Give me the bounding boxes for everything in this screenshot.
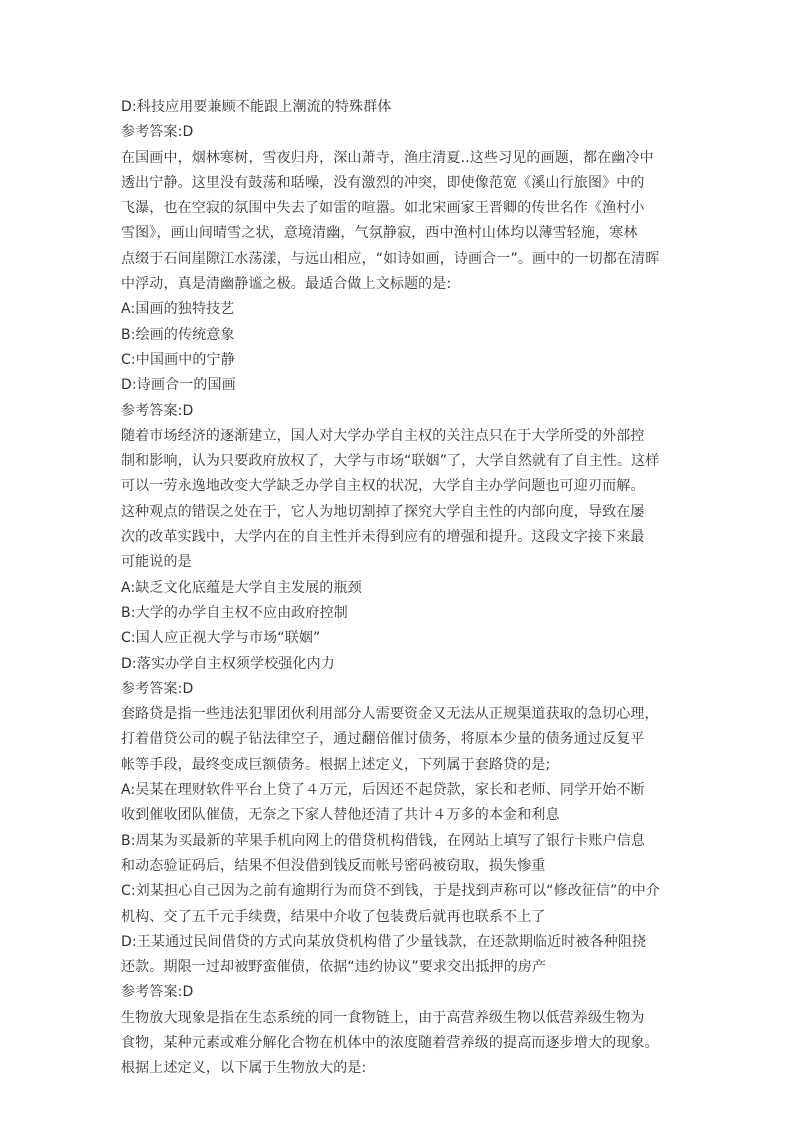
text-line: B:大学的办学自主权不应由政府控制 — [121, 604, 348, 621]
text-line: 制和影响，认为只要政府放权了，大学与市场“联姻”了，大学自然就有了自主性。这样 — [121, 453, 660, 470]
text-line: 套路贷是指一些违法犯罪团伙利用部分人需要资金又无法从正规渠道获取的急切心理， — [121, 706, 659, 723]
text-line: B:绘画的传统意象 — [121, 326, 235, 343]
text-line: D:落实办学自主权须学校强化内力 — [121, 655, 335, 672]
text-line: D:王某通过民间借贷的方式向某放贷机构借了少量钱款，在还款期临近时被各种阻挠 — [121, 933, 647, 950]
text-line: 在国画中，烟林寒树，雪夜归舟，深山萧寺，渔庄清夏..这些习见的画题，都在幽冷中 — [121, 149, 654, 166]
text-line: 参考答案:D — [121, 984, 194, 1001]
text-line: 随着市场经济的逐渐建立，国人对大学办学自主权的关注点只在于大学所受的外部控 — [121, 427, 645, 444]
text-line: 根据上述定义，以下属于生物放大的是: — [121, 1060, 367, 1077]
text-line: D:诗画合一的国画 — [121, 377, 236, 394]
text-line: 这种观点的错误之处在于，它人为地切割掉了探究大学自主性的内部向度，导致在屡 — [121, 503, 645, 520]
text-line: C:刘某担心自己因为之前有逾期行为而贷不到钱，于是找到声称可以“修改征信”的中介 — [121, 883, 660, 900]
text-line: 帐等手段，最终变成巨额债务。根据上述定义，下列属于套路贷的是; — [121, 756, 551, 773]
text-line: 机构、交了五千元手续费，结果中介收了包装费后就再也联系不上了 — [121, 908, 546, 925]
text-line: 打着借贷公司的幌子钻法律空子，通过翻倍催讨债务，将原本少量的债务通过反复平 — [121, 731, 645, 748]
text-line: 生物放大现象是指在生态系统的同一食物链上，由于高营养级生物以低营养级生物为 — [121, 1009, 645, 1026]
text-line: 次的改革实践中，大学内在的自主性并未得到应有的增强和提升。这段文字接下来最 — [121, 529, 645, 546]
text-line: 还款。期限一过却被野蛮催债，依据“违约协议”要求交出抵押的房产 — [121, 959, 547, 976]
text-line: 中浮动，真是清幽静谧之极。最适合做上文标题的是: — [121, 276, 452, 293]
text-line: 参考答案:D — [121, 402, 194, 419]
text-line: D:科技应用要兼顾不能跟上潮流的特殊群体 — [121, 99, 392, 115]
text-line: 飞瀑，也在空寂的氛围中失去了如雷的喧嚣。如北宋画家王晋卿的传世名作《渔村小 — [121, 200, 645, 217]
text-line: 食物，某种元素或难分解化合物在机体中的浓度随着营养级的提高而逐步增大的现象。 — [121, 1034, 659, 1051]
text-line: A:吴某在理财软件平台上贷了４万元，后因还不起贷款，家长和老师、同学开始不断 — [121, 782, 645, 799]
text-line: 参考答案:D — [121, 124, 194, 141]
text-line: 点缀于石间崖隙江水荡漾，与远山相应，“如诗如画，诗画合一”。画中的一切都在清晖 — [121, 250, 660, 267]
text-line: B:周某为买最新的苹果手机向网上的借贷机构借钱，在网站上填写了银行卡账户信息 — [121, 832, 646, 849]
text-line: C:国人应正视大学与市场“联姻” — [121, 630, 321, 647]
text-line: 可能说的是 — [121, 554, 192, 571]
text-line: C:中国画中的宁静 — [121, 351, 235, 368]
text-line: 可以一劳永逸地改变大学缺乏办学自主权的状况，大学自主办学问题也可迎刃而解。 — [121, 478, 645, 495]
text-line: 和动态验证码后，结果不但没借到钱反而帐号密码被窃取，损失惨重 — [121, 857, 546, 874]
text-line: 雪图》，画山间晴雪之状，意境清幽，气氛静寂，西中渔村山体均以薄雪轻施，寒林 — [121, 225, 638, 242]
text-line: 收到催收团队催债，无奈之下家人替他还清了共计４万多的本金和利息 — [121, 807, 560, 824]
text-line: 参考答案:D — [121, 680, 194, 697]
text-line: A:国画的独特技艺 — [121, 301, 235, 318]
text-line: A:缺乏文化底蕴是大学自主发展的瓶颈 — [121, 579, 362, 596]
text-line: 透出宁静。这里没有鼓荡和聒噪，没有激烈的冲突，即使像范宽《溪山行旅图》中的 — [121, 174, 645, 191]
